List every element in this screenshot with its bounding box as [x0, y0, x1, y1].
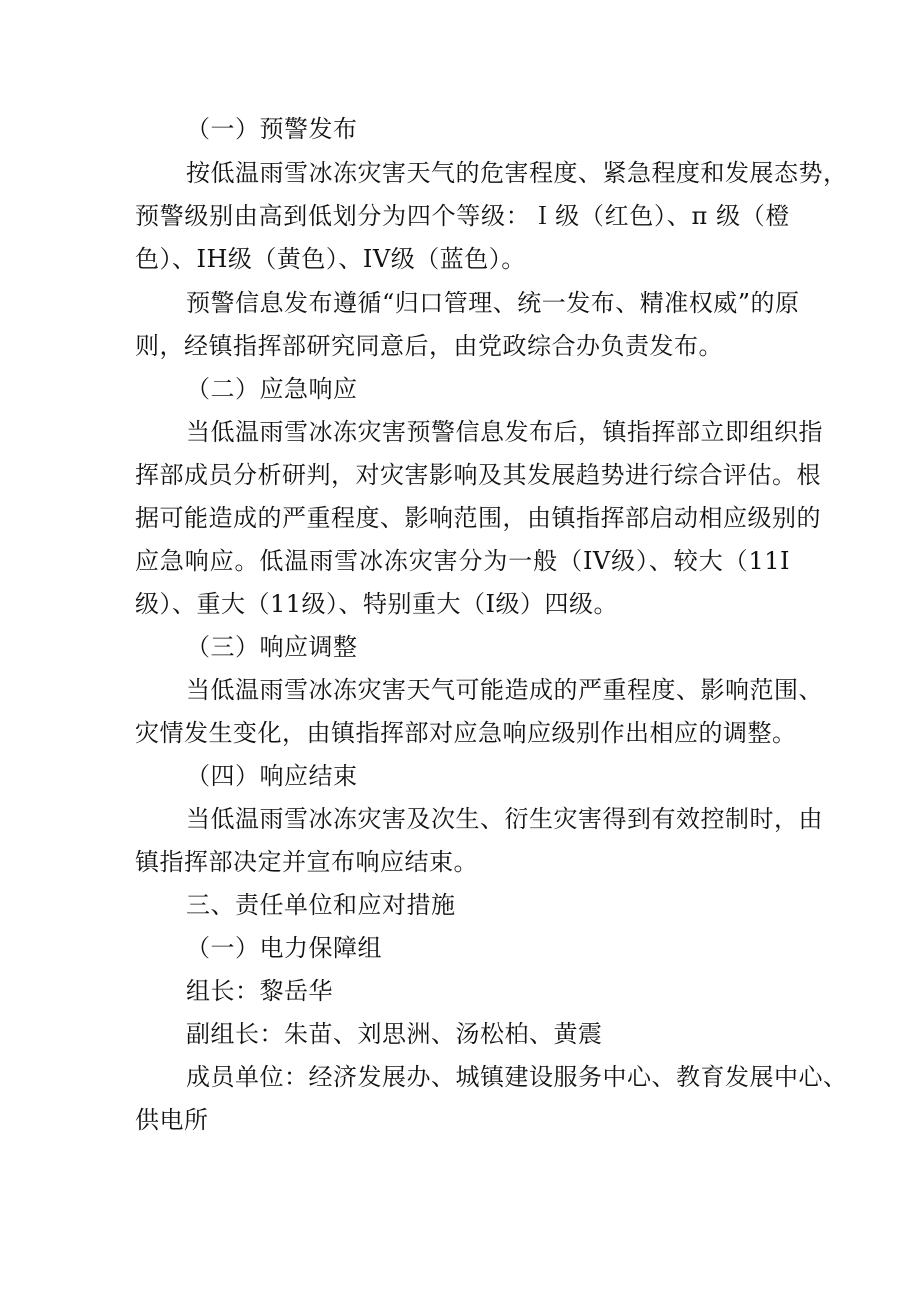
- paragraph-line: 级）、重大（11级）、特别重大（I级）四级。: [135, 590, 619, 618]
- heading-part-three: 三、责任单位和应对措施: [186, 891, 456, 919]
- paragraph-line: 当低温雨雪冰冻灾害及次生、衍生灾害得到有效控制时，由: [186, 805, 823, 833]
- paragraph-line: 据可能造成的严重程度、影响范围，由镇指挥部启动相应级别的: [135, 504, 821, 532]
- group-member-units-cont: 供电所: [135, 1106, 209, 1134]
- paragraph-line: 按低温雨雪冰冻灾害天气的危害程度、紧急程度和发展态势，: [186, 159, 848, 187]
- heading-response-end: （四）响应结束: [186, 762, 358, 790]
- group-member-units: 成员单位：经济发展办、城镇建设服务中心、教育发展中心、: [186, 1063, 848, 1091]
- paragraph-line: 色）、IH级（黄色）、IV级（蓝色）。: [135, 245, 526, 273]
- heading-warning-release: （一）预警发布: [186, 115, 358, 143]
- paragraph-line: 预警信息发布遵循“归口管理、统一发布、精准权威”的原: [186, 289, 800, 317]
- paragraph-line: 灾情发生变化，由镇指挥部对应急响应级别作出相应的调整。: [135, 719, 797, 747]
- paragraph-line: 则，经镇指挥部研究同意后，由党政综合办负责发布。: [135, 332, 723, 360]
- heading-response-adjustment: （三）响应调整: [186, 633, 358, 661]
- paragraph-line: 应急响应。低温雨雪冰冻灾害分为一般（IV级）、较大（11I: [135, 547, 790, 575]
- heading-emergency-response: （二）应急响应: [186, 375, 358, 403]
- paragraph-line: 当低温雨雪冰冻灾害天气可能造成的严重程度、影响范围、: [186, 676, 823, 704]
- paragraph-line: 当低温雨雪冰冻灾害预警信息发布后，镇指挥部立即组织指: [186, 418, 823, 446]
- paragraph-line: 镇指挥部决定并宣布响应结束。: [135, 848, 478, 876]
- heading-power-group: （一）电力保障组: [186, 934, 382, 962]
- paragraph-line: 挥部成员分析研判，对灾害影响及其发展趋势进行综合评估。根: [135, 461, 821, 489]
- group-deputy-leaders: 副组长：朱苗、刘思洲、汤松柏、黄震: [186, 1020, 603, 1048]
- paragraph-line: 预警级别由高到低划分为四个等级：Ｉ级（红色）、π 级（橙: [135, 202, 790, 230]
- group-leader: 组长：黎岳华: [186, 977, 333, 1005]
